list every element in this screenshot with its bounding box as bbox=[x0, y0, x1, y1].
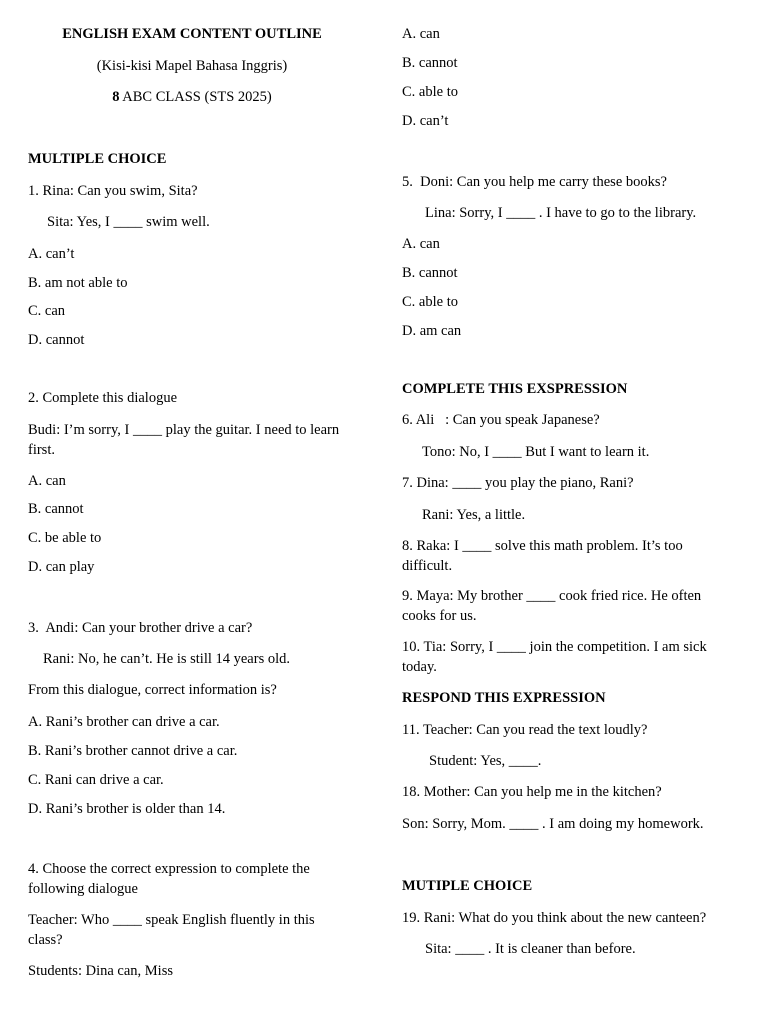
question-4: 4. Choose the correct expression to complete the following dialogue bbox=[28, 861, 314, 897]
question-5: 5. Doni: Can you help me carry these books? bbox=[402, 174, 667, 190]
question-1: 1. Rina: Can you swim, Sita? bbox=[28, 183, 198, 199]
section-heading-complete-expression: COMPLETE THIS EXSPRESSION bbox=[402, 381, 628, 397]
question-3: 3. Andi: Can your brother drive a car? bbox=[28, 620, 253, 636]
question-1-reply: Sita: Yes, I ____ swim well. bbox=[47, 214, 210, 230]
question-2-option-c: C. be able to bbox=[28, 530, 102, 546]
question-3-reply: Rani: No, he can’t. He is still 14 years old. bbox=[43, 651, 290, 667]
question-2: 2. Complete this dialogue bbox=[28, 390, 178, 406]
question-3-option-d: D. Rani’s brother is older than 14. bbox=[28, 801, 226, 817]
question-4-reply: Students: Dina can, Miss bbox=[28, 963, 173, 979]
class-number: 8 bbox=[112, 89, 120, 105]
question-5-option-b: B. cannot bbox=[402, 265, 458, 281]
question-11-reply: Student: Yes, ____. bbox=[429, 753, 542, 769]
class-line bbox=[28, 88, 356, 108]
question-1-option-c: C. can bbox=[28, 303, 66, 319]
question-4-dialogue: Teacher: Who ____ speak English fluently in this class? bbox=[28, 912, 319, 948]
question-1-option-d: D. cannot bbox=[28, 332, 85, 348]
question-3-option-c: C. Rani can drive a car. bbox=[28, 772, 164, 788]
question-3-prompt: From this dialogue, correct information is? bbox=[28, 682, 277, 698]
question-3-option-b: B. Rani’s brother cannot drive a car. bbox=[28, 743, 238, 759]
document-subtitle: (Kisi-kisi Mapel Bahasa Inggris) bbox=[96, 58, 288, 74]
question-5-option-c: C. able to bbox=[402, 294, 458, 310]
question-5-reply: Lina: Sorry, I ____ . I have to go to the library. bbox=[425, 205, 697, 221]
document-title: ENGLISH EXAM CONTENT OUTLINE bbox=[62, 26, 322, 42]
question-4-option-b: B. cannot bbox=[402, 55, 458, 71]
question-18: 18. Mother: Can you help me in the kitchen? bbox=[402, 784, 662, 800]
section-heading-multiple-choice: MULTIPLE CHOICE bbox=[28, 151, 167, 167]
question-6: 6. Ali : Can you speak Japanese? bbox=[402, 412, 600, 428]
question-19: 19. Rani: What do you think about the new canteen? bbox=[402, 910, 707, 926]
question-6-reply: Tono: No, I ____ But I want to learn it. bbox=[422, 444, 650, 460]
question-11: 11. Teacher: Can you read the text loudly? bbox=[402, 722, 648, 738]
question-2-option-b: B. cannot bbox=[28, 501, 84, 517]
question-1-option-b: B. am not able to bbox=[28, 275, 128, 291]
section-heading-mutiple-choice: MUTIPLE CHOICE bbox=[402, 878, 533, 894]
question-5-option-d: D. am can bbox=[402, 323, 462, 339]
section-heading-respond-expression: RESPOND THIS EXPRESSION bbox=[402, 690, 606, 706]
question-3-option-a: A. Rani’s brother can drive a car. bbox=[28, 714, 220, 730]
question-2-option-a: A. can bbox=[28, 473, 66, 489]
question-19-reply: Sita: ____ . It is cleaner than before. bbox=[425, 941, 636, 957]
question-18-reply: Son: Sorry, Mom. ____ . I am doing my homework. bbox=[402, 816, 704, 832]
question-9: 9. Maya: My brother ____ cook fried rice. He often cooks for us. bbox=[402, 588, 705, 624]
question-1-option-a: A. can’t bbox=[28, 246, 75, 262]
question-8: 8. Raka: I ____ solve this math problem. It’s too difficult. bbox=[402, 538, 687, 574]
question-10: 10. Tia: Sorry, I ____ join the competition. I am sick today. bbox=[402, 639, 711, 675]
question-2-dialogue: Budi: I’m sorry, I ____ play the guitar. I need to learn first. bbox=[28, 422, 343, 458]
question-4-option-d: D. can’t bbox=[402, 113, 449, 129]
question-7: 7. Dina: ____ you play the piano, Rani? bbox=[402, 475, 634, 491]
question-4-option-c: C. able to bbox=[402, 84, 458, 100]
question-5-option-a: A. can bbox=[402, 236, 440, 252]
question-4-option-a: A. can bbox=[402, 26, 440, 42]
class-label: ABC CLASS (STS 2025) bbox=[119, 89, 272, 105]
question-7-reply: Rani: Yes, a little. bbox=[422, 507, 526, 523]
question-2-option-d: D. can play bbox=[28, 559, 95, 575]
